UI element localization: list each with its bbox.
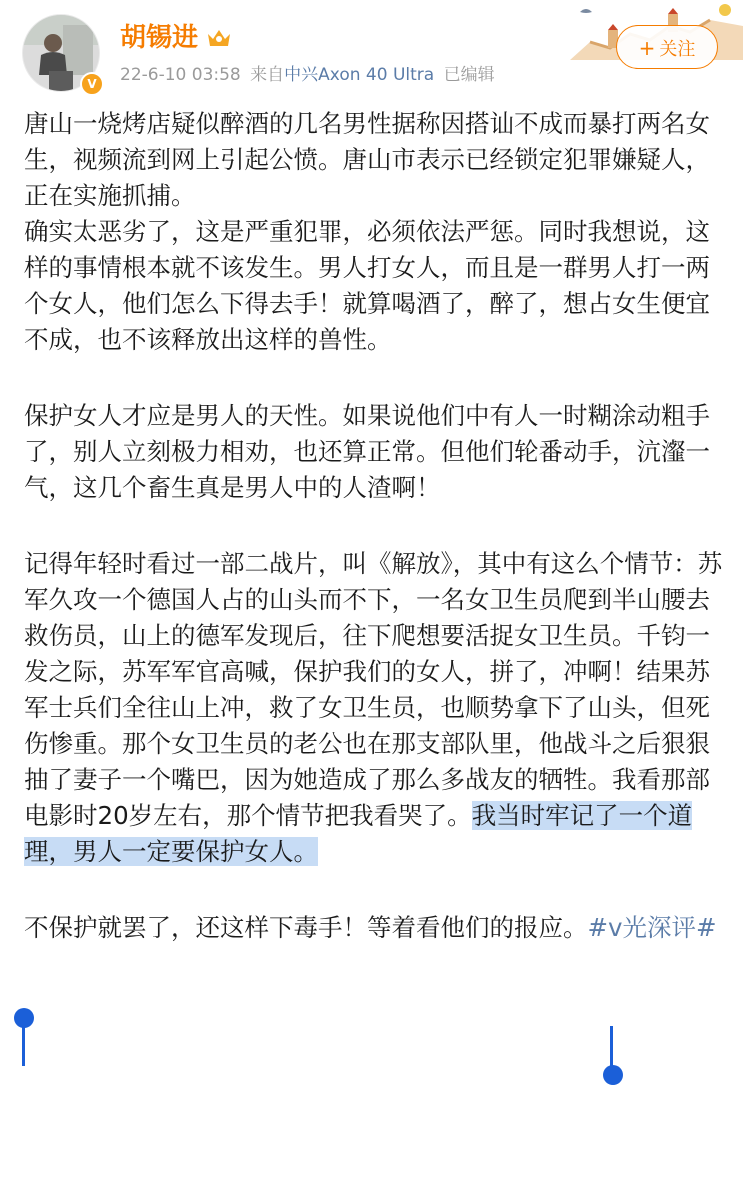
- username[interactable]: 胡锡进: [120, 23, 199, 53]
- vip-crown-icon: [206, 26, 232, 50]
- post-paragraph-5: [24, 910, 724, 946]
- plus-icon: +: [638, 36, 656, 60]
- selection-end-line: [610, 1026, 613, 1070]
- post-paragraph-1: 唐山一烧烤店疑似醉酒的几名男性据称因搭讪不成而暴打两名女生，视频流到网上引起公愤。唐山市表示已经锁定犯罪嫌疑人，正在实施抓捕。: [24, 109, 710, 210]
- source-device-link[interactable]: 中兴Axon 40 Ultra: [284, 65, 435, 85]
- post-paragraph-2: 确实太恶劣了，这是严重犯罪，必须依法严惩。同时我想说，这样的事情根本就不该发生。男人打女人，而且是一群男人打一两个女人，他们怎么下得去手！就算喝酒了，醉了，想占女生便宜不成，也不该释放出这样的兽性。: [24, 217, 710, 354]
- post-paragraph-4: [24, 546, 724, 870]
- post-paragraph-5-text: 不保护就罢了，还这样下毒手！等着看他们的报应。: [24, 913, 588, 942]
- follow-button[interactable]: [616, 25, 718, 69]
- post-timestamp: 22-6-10 03:58: [120, 65, 241, 85]
- selected-text[interactable]: 我当时牢记了一个道理，男人一定要保护女人。: [24, 801, 693, 866]
- paragraph-gap: [24, 358, 724, 398]
- selection-start-line: [22, 1022, 25, 1066]
- post-paragraph-3: 保护女人才应是男人的天性。如果说他们中有人一时糊涂动粗手了，别人立刻极力相劝，也还算正常。但他们轮番动手，沆瀣一气，这几个畜生真是男人中的人渣啊！: [24, 401, 710, 502]
- selection-start-handle[interactable]: [14, 1008, 34, 1028]
- hashtag-link[interactable]: #v光深评#: [587, 913, 717, 942]
- source-prefix: 来自: [250, 65, 285, 85]
- paragraph-gap: [24, 870, 724, 910]
- verified-v-icon: V: [80, 72, 104, 96]
- follow-label: 关注: [659, 39, 696, 60]
- post-meta: [120, 63, 495, 87]
- post-content[interactable]: [24, 106, 724, 946]
- post-paragraph-4-text: 记得年轻时看过一部二战片，叫《解放》，其中有这么个情节：苏军久攻一个德国人占的山头而不下，一名女卫生员爬到半山腰去救伤员，山上的德军发现后，往下爬想要活捉女卫生员。千钧一发之际，苏军军官高喊，保护我们的女人，拼了，冲啊！结果苏军士兵们全往山上冲，救了女卫生员，也顺势拿下了山头，但死伤惨重。那个女卫生员的老公也在那支部队里，他战斗之后狠狠抽了妻子一个嘴巴，因为她造成了那么多战友的牺牲。我看那部电影时20岁左右，那个情节把我看哭了。: [24, 549, 723, 830]
- post-header: [0, 0, 743, 100]
- edited-label[interactable]: 已编辑: [443, 65, 495, 85]
- paragraph-gap: [24, 506, 724, 546]
- selection-end-handle[interactable]: [603, 1065, 623, 1085]
